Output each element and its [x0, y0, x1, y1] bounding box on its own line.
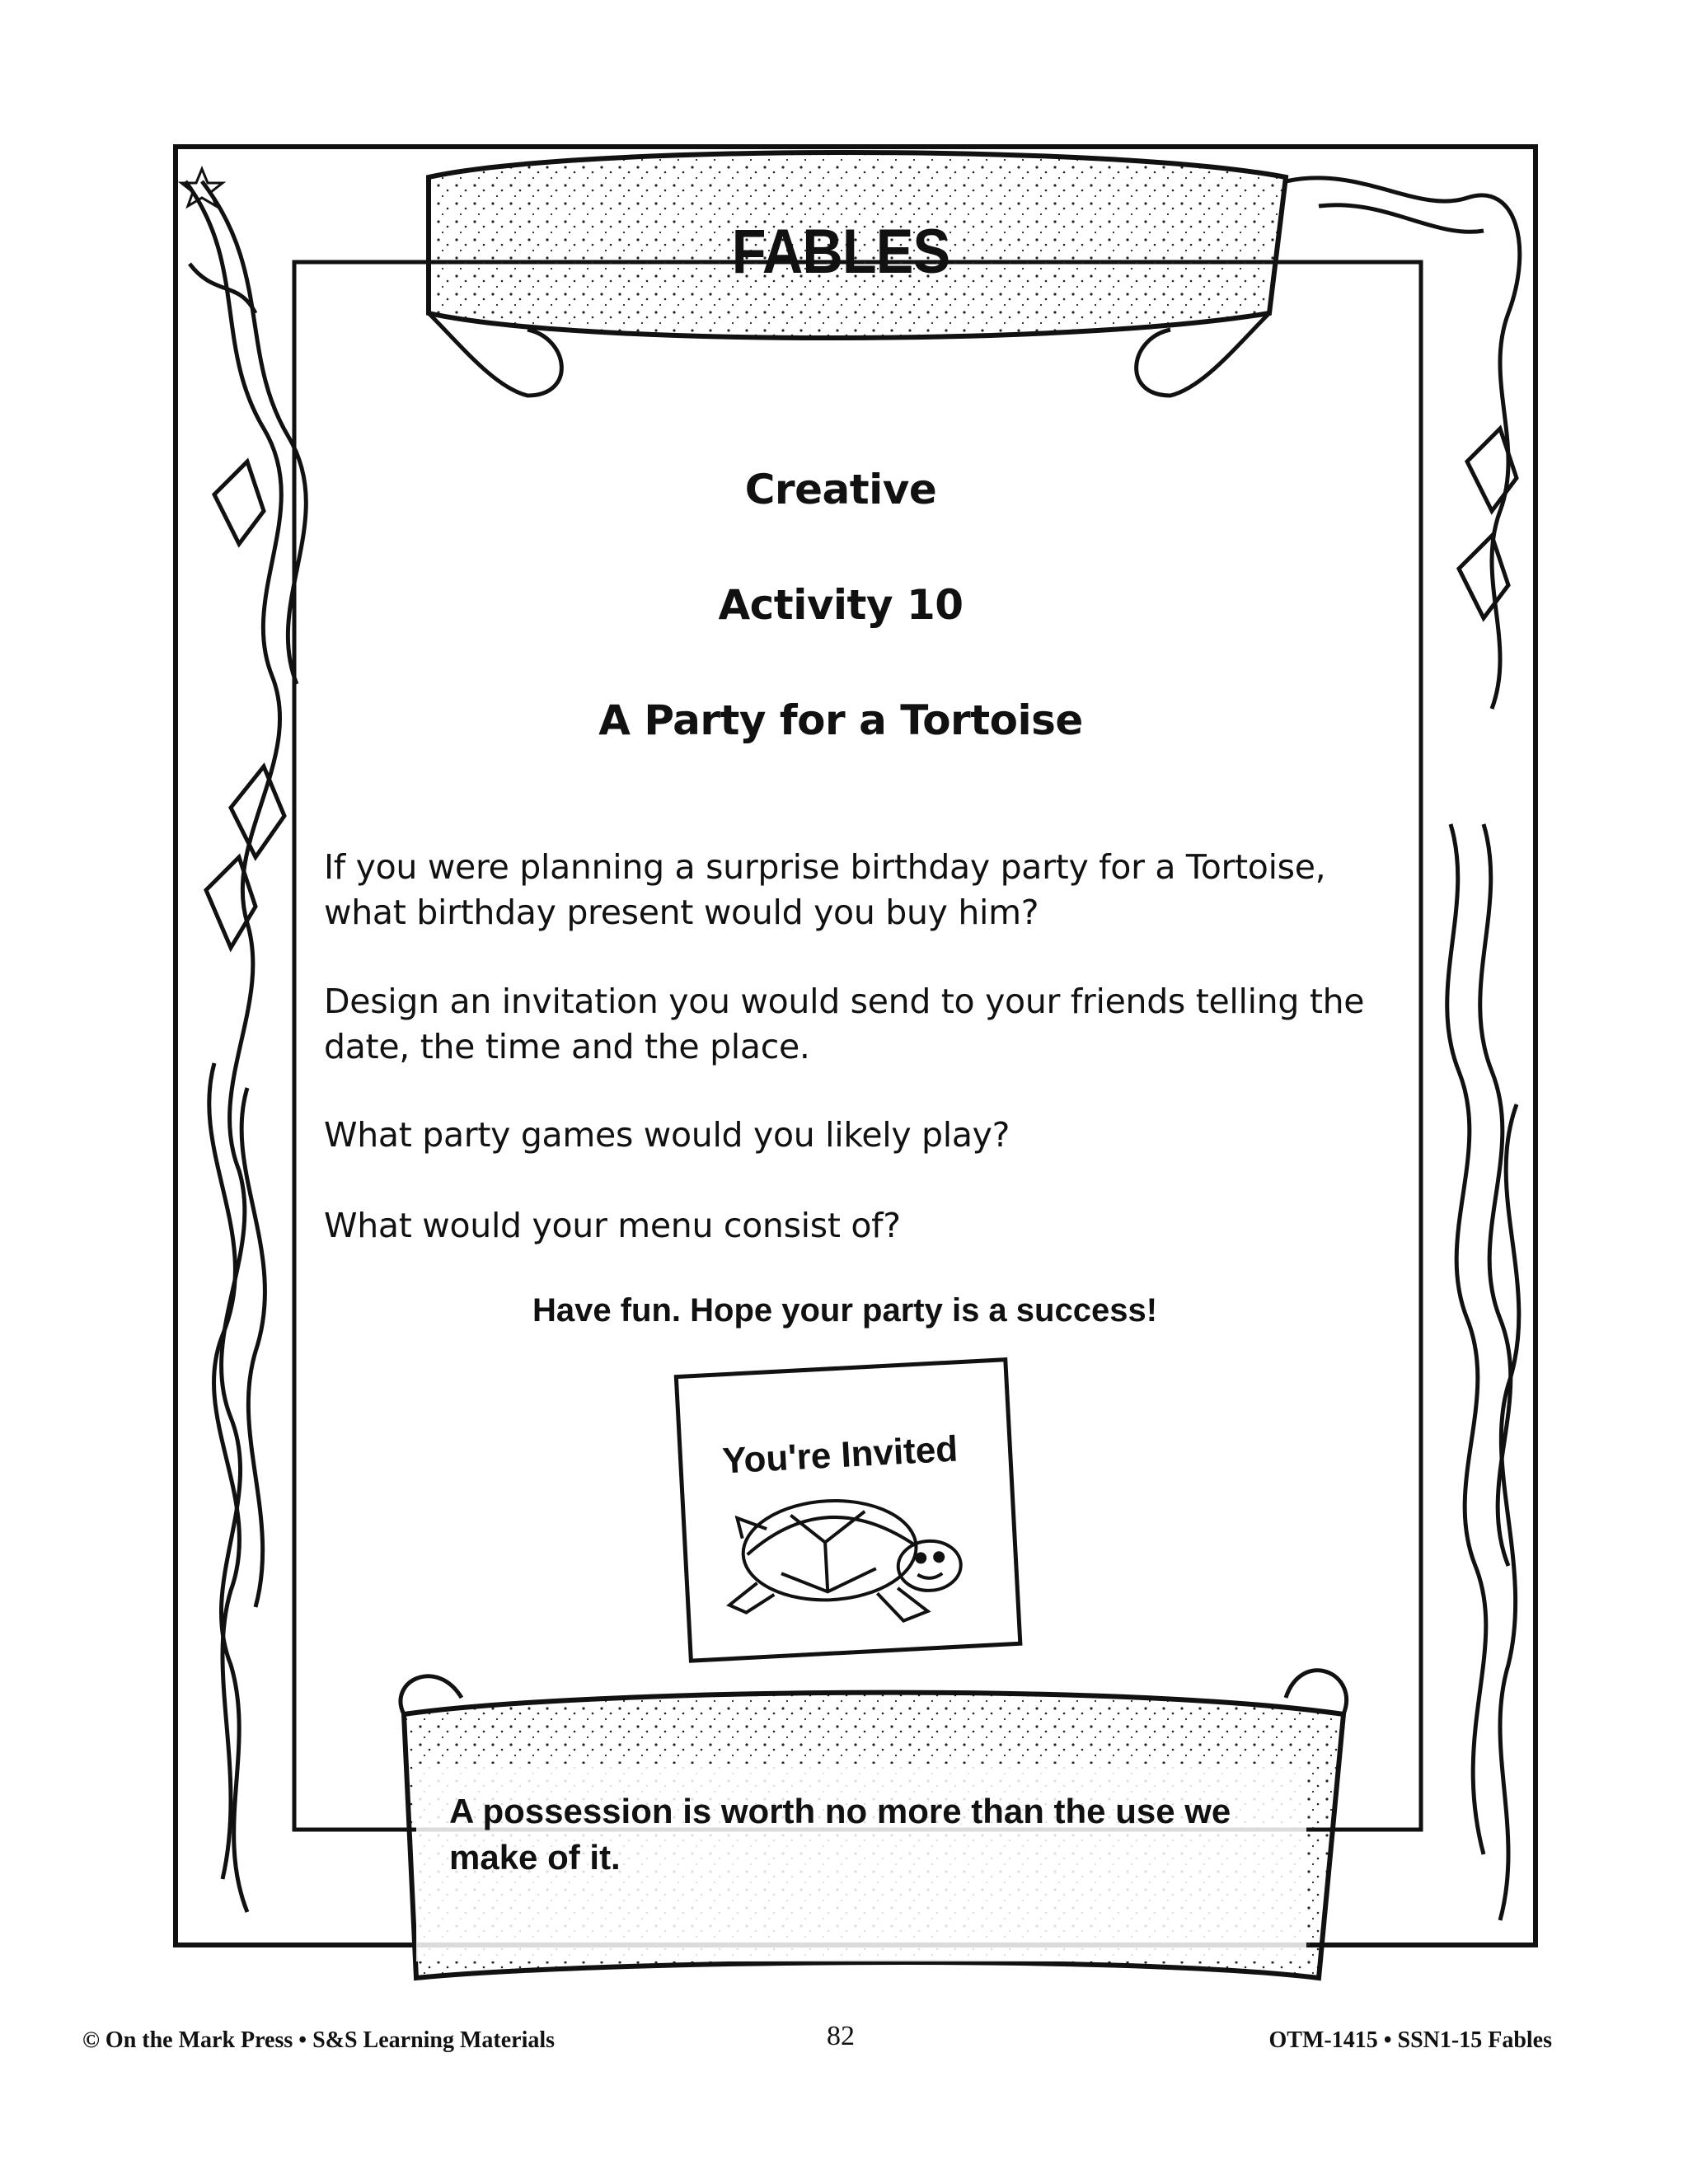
- topic-heading: A Party for a Tortoise: [598, 696, 1083, 744]
- category-heading: Creative: [744, 466, 937, 513]
- invitation-card-text: You're Invited: [721, 1428, 959, 1482]
- question-paragraph-1: If you were planning a surprise birthday party for a Tortoise, what birthday present would you buy him?: [324, 847, 1326, 932]
- question-paragraph-4: What would your menu consist of?: [324, 1206, 901, 1245]
- question-paragraph-3: What party games would you likely play?: [324, 1115, 1010, 1155]
- activity-heading: Activity 10: [718, 581, 964, 629]
- invitation-card-illustration: [676, 1360, 1020, 1661]
- question-paragraph-2: Design an invitation you would send to your friends telling the date, the time and the place.: [324, 982, 1365, 1066]
- moral-text: A possession is worth no more than the use we make of it.: [449, 1792, 1231, 1877]
- page-title: FABLES: [731, 217, 950, 287]
- closing-line: Have fun. Hope your party is a success!: [532, 1292, 1158, 1329]
- footer-page-number: 82: [827, 2021, 855, 2051]
- footer-product-code: OTM-1415 • SSN1-15 Fables: [1268, 2027, 1552, 2053]
- footer-publisher: © On the Mark Press • S&S Learning Materials: [82, 2027, 556, 2053]
- left-vine-decoration: [185, 181, 306, 1912]
